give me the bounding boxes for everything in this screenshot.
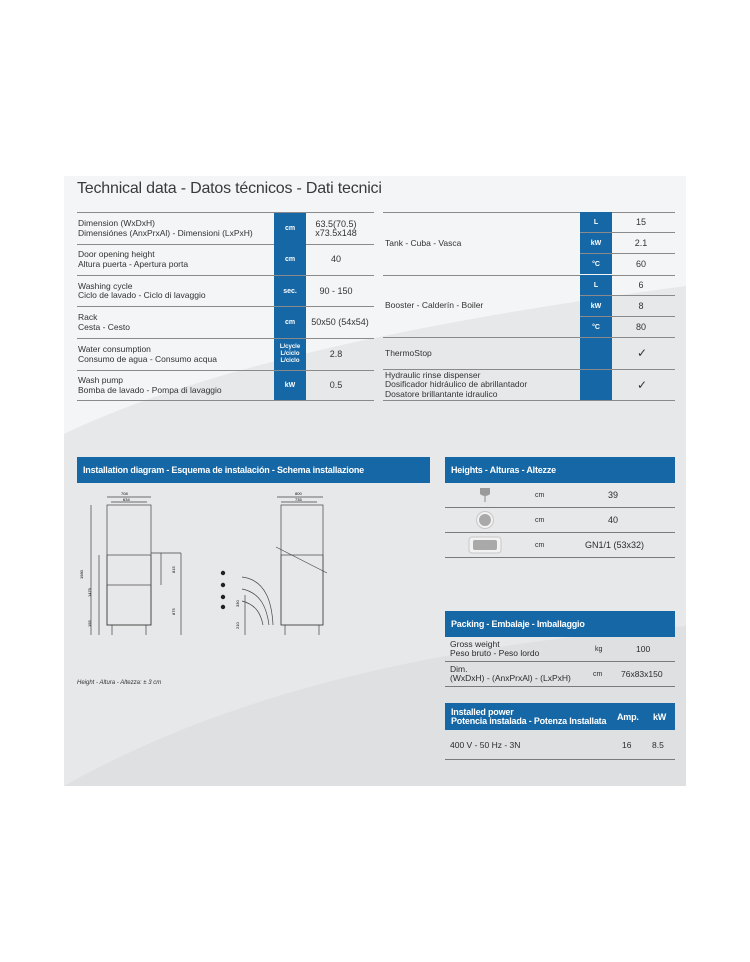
spec-sublabel: Bomba de lavado - Pompa di lavaggio bbox=[78, 384, 222, 395]
spec-value: 50x50 (54x54) bbox=[311, 317, 369, 327]
spec-value: 6 bbox=[638, 279, 644, 290]
spec-sublabel: Altura puerta - Apertura porta bbox=[78, 258, 189, 269]
booster-row-temp bbox=[580, 317, 675, 337]
spec-label: Tank - Cuba - Vasca bbox=[385, 238, 462, 249]
packing-value: 100 bbox=[636, 644, 651, 654]
heights-row-plate bbox=[445, 508, 675, 533]
spec-label: Dimension (WxDxH) bbox=[78, 218, 155, 228]
unit-badge: kW bbox=[274, 371, 306, 400]
spec-value: 40 bbox=[330, 254, 341, 264]
spec-value: 63.5(70.5) x73.5x148 bbox=[315, 218, 357, 238]
packing-sublabel: (WxDxH) - (AnxPrxAl) - (LxPxH) bbox=[450, 673, 571, 683]
plate-icon bbox=[473, 508, 497, 532]
col-amp: Amp. bbox=[617, 711, 639, 722]
dim-label: 1980 bbox=[79, 570, 84, 579]
spec-value: 80 bbox=[635, 321, 646, 332]
spec-value: 60 bbox=[635, 258, 646, 269]
spec-row-door bbox=[77, 244, 374, 276]
spec-value: 2.8 bbox=[329, 349, 343, 359]
unit-label: cm bbox=[535, 541, 545, 549]
unit-label: cm bbox=[593, 670, 603, 678]
spec-row-dimension bbox=[77, 212, 374, 245]
connection-icons bbox=[221, 571, 225, 609]
check-icon: ✓ bbox=[636, 377, 648, 392]
packing-label: Gross weight bbox=[450, 639, 500, 649]
spec-row-rinse bbox=[383, 370, 675, 401]
tank-row-temp bbox=[580, 254, 675, 274]
spec-value: 2.1 bbox=[634, 237, 648, 248]
unit-badge: L bbox=[580, 212, 612, 232]
unit-label: kg bbox=[595, 645, 603, 653]
installation-header: Installation diagram - Esquema de instalación - Schema installazione bbox=[77, 457, 430, 483]
col-kw: kW bbox=[653, 711, 667, 722]
spec-value: 90 - 150 bbox=[319, 285, 353, 296]
spec-label: ThermoStop bbox=[385, 347, 432, 358]
spec-label: Water consumption bbox=[78, 344, 151, 354]
unit-badge: L bbox=[580, 275, 612, 295]
unit-badge: kW bbox=[580, 296, 612, 316]
booster-row-volume bbox=[580, 275, 675, 296]
spec-value: 8 bbox=[638, 300, 644, 311]
dim-label: 195 bbox=[87, 620, 92, 627]
packing-row-dim bbox=[445, 662, 675, 687]
packing-value: 76x83x150 bbox=[621, 669, 663, 679]
tank-row-volume bbox=[580, 212, 675, 233]
front-view bbox=[91, 497, 181, 635]
booster-row-power bbox=[580, 296, 675, 317]
dim-label: 815 bbox=[171, 566, 176, 573]
dim-label: 634 bbox=[123, 497, 130, 502]
installation-note: Height - Altura - Altezza: ± 3 cm bbox=[77, 680, 162, 686]
side-view bbox=[242, 497, 327, 635]
spec-sublabel: Dimensiónes (AnxPrxAl) - Dimensioni (LxPxH) bbox=[78, 227, 253, 238]
check-icon: ✓ bbox=[636, 346, 648, 360]
unit-label: cm bbox=[535, 491, 545, 499]
unit-badge-empty bbox=[580, 370, 612, 400]
spec-sublabel: Ciclo de lavado - Ciclo di lavaggio bbox=[78, 290, 206, 300]
height-value: GN1/1 (53x32) bbox=[585, 540, 645, 550]
unit-badge: cm bbox=[274, 307, 306, 338]
power-header bbox=[445, 703, 675, 730]
spec-row-thermostop bbox=[383, 338, 675, 370]
heights-header: Heights - Alturas - Altezze bbox=[445, 457, 675, 483]
packing-header: Packing - Embalaje - Imballaggio bbox=[445, 611, 675, 637]
spec-label: Rack bbox=[78, 312, 98, 322]
dim-label: 1479 bbox=[87, 588, 92, 597]
spec-label: Booster - Calderín - Boiler bbox=[385, 300, 484, 311]
spec-sublabel: Consumo de agua - Consumo acqua bbox=[78, 353, 217, 364]
unit-badge: cm bbox=[274, 244, 306, 275]
dim-label: 735 bbox=[295, 497, 302, 502]
spec-label: Hydraulic rinse dispenser bbox=[385, 369, 481, 380]
heights-row-glass bbox=[445, 483, 675, 508]
power-title: Installed power bbox=[451, 706, 514, 717]
spec-row-pump bbox=[77, 371, 374, 401]
spec-sublabel: Dosatore brillantante idraulico bbox=[385, 388, 498, 399]
dim-label: 330 bbox=[235, 600, 240, 607]
height-value: 40 bbox=[608, 515, 619, 525]
tray-icon bbox=[467, 533, 503, 557]
dim-label: 875 bbox=[171, 608, 176, 615]
spec-sublabel: Dosificador hidráulico de abrillantador bbox=[385, 379, 528, 390]
packing-label: Dim. bbox=[450, 664, 468, 674]
page-title: Technical data - Datos técnicos - Dati tecnici bbox=[77, 180, 382, 197]
unit-badge: °C bbox=[580, 254, 612, 274]
dim-label: 708 bbox=[121, 491, 128, 496]
packing-sublabel: Peso bruto - Peso lordo bbox=[450, 648, 540, 658]
unit-badge: °C bbox=[580, 317, 612, 337]
power-label: 400 V - 50 Hz - 3N bbox=[450, 740, 521, 750]
packing-row-weight bbox=[445, 637, 675, 662]
spec-value: 0.5 bbox=[329, 380, 343, 390]
unit-badge: L/cycle L/ciclo L/ciclo bbox=[274, 339, 306, 370]
unit-badge: cm bbox=[274, 213, 306, 244]
unit-badge-empty bbox=[580, 338, 612, 369]
power-subtitle: Potencia instalada - Potenza Installata bbox=[451, 715, 607, 726]
unit-label: cm bbox=[535, 516, 545, 524]
unit-badge: kW bbox=[580, 233, 612, 253]
installation-diagram bbox=[77, 485, 377, 645]
power-kw-value: 8.5 bbox=[652, 740, 664, 750]
heights-row-tray bbox=[445, 533, 675, 558]
glass-icon bbox=[473, 483, 497, 507]
height-value: 39 bbox=[608, 490, 619, 500]
spec-row-water bbox=[77, 339, 374, 371]
unit-badge: sec. bbox=[274, 276, 306, 306]
spec-label: Wash pump bbox=[78, 375, 124, 385]
dim-label: 210 bbox=[235, 622, 240, 629]
dim-label: 800 bbox=[295, 491, 302, 496]
spec-row-rack bbox=[77, 307, 374, 339]
spec-sublabel: Cesta - Cesto bbox=[78, 321, 130, 332]
spec-row-cycle bbox=[77, 276, 374, 307]
power-row bbox=[445, 731, 675, 760]
tank-row-power bbox=[580, 233, 675, 254]
spec-value: 15 bbox=[635, 216, 646, 227]
power-amp-value: 16 bbox=[622, 740, 632, 750]
spec-label: Washing cycle bbox=[78, 280, 133, 291]
spec-label: Door opening height bbox=[78, 249, 155, 259]
